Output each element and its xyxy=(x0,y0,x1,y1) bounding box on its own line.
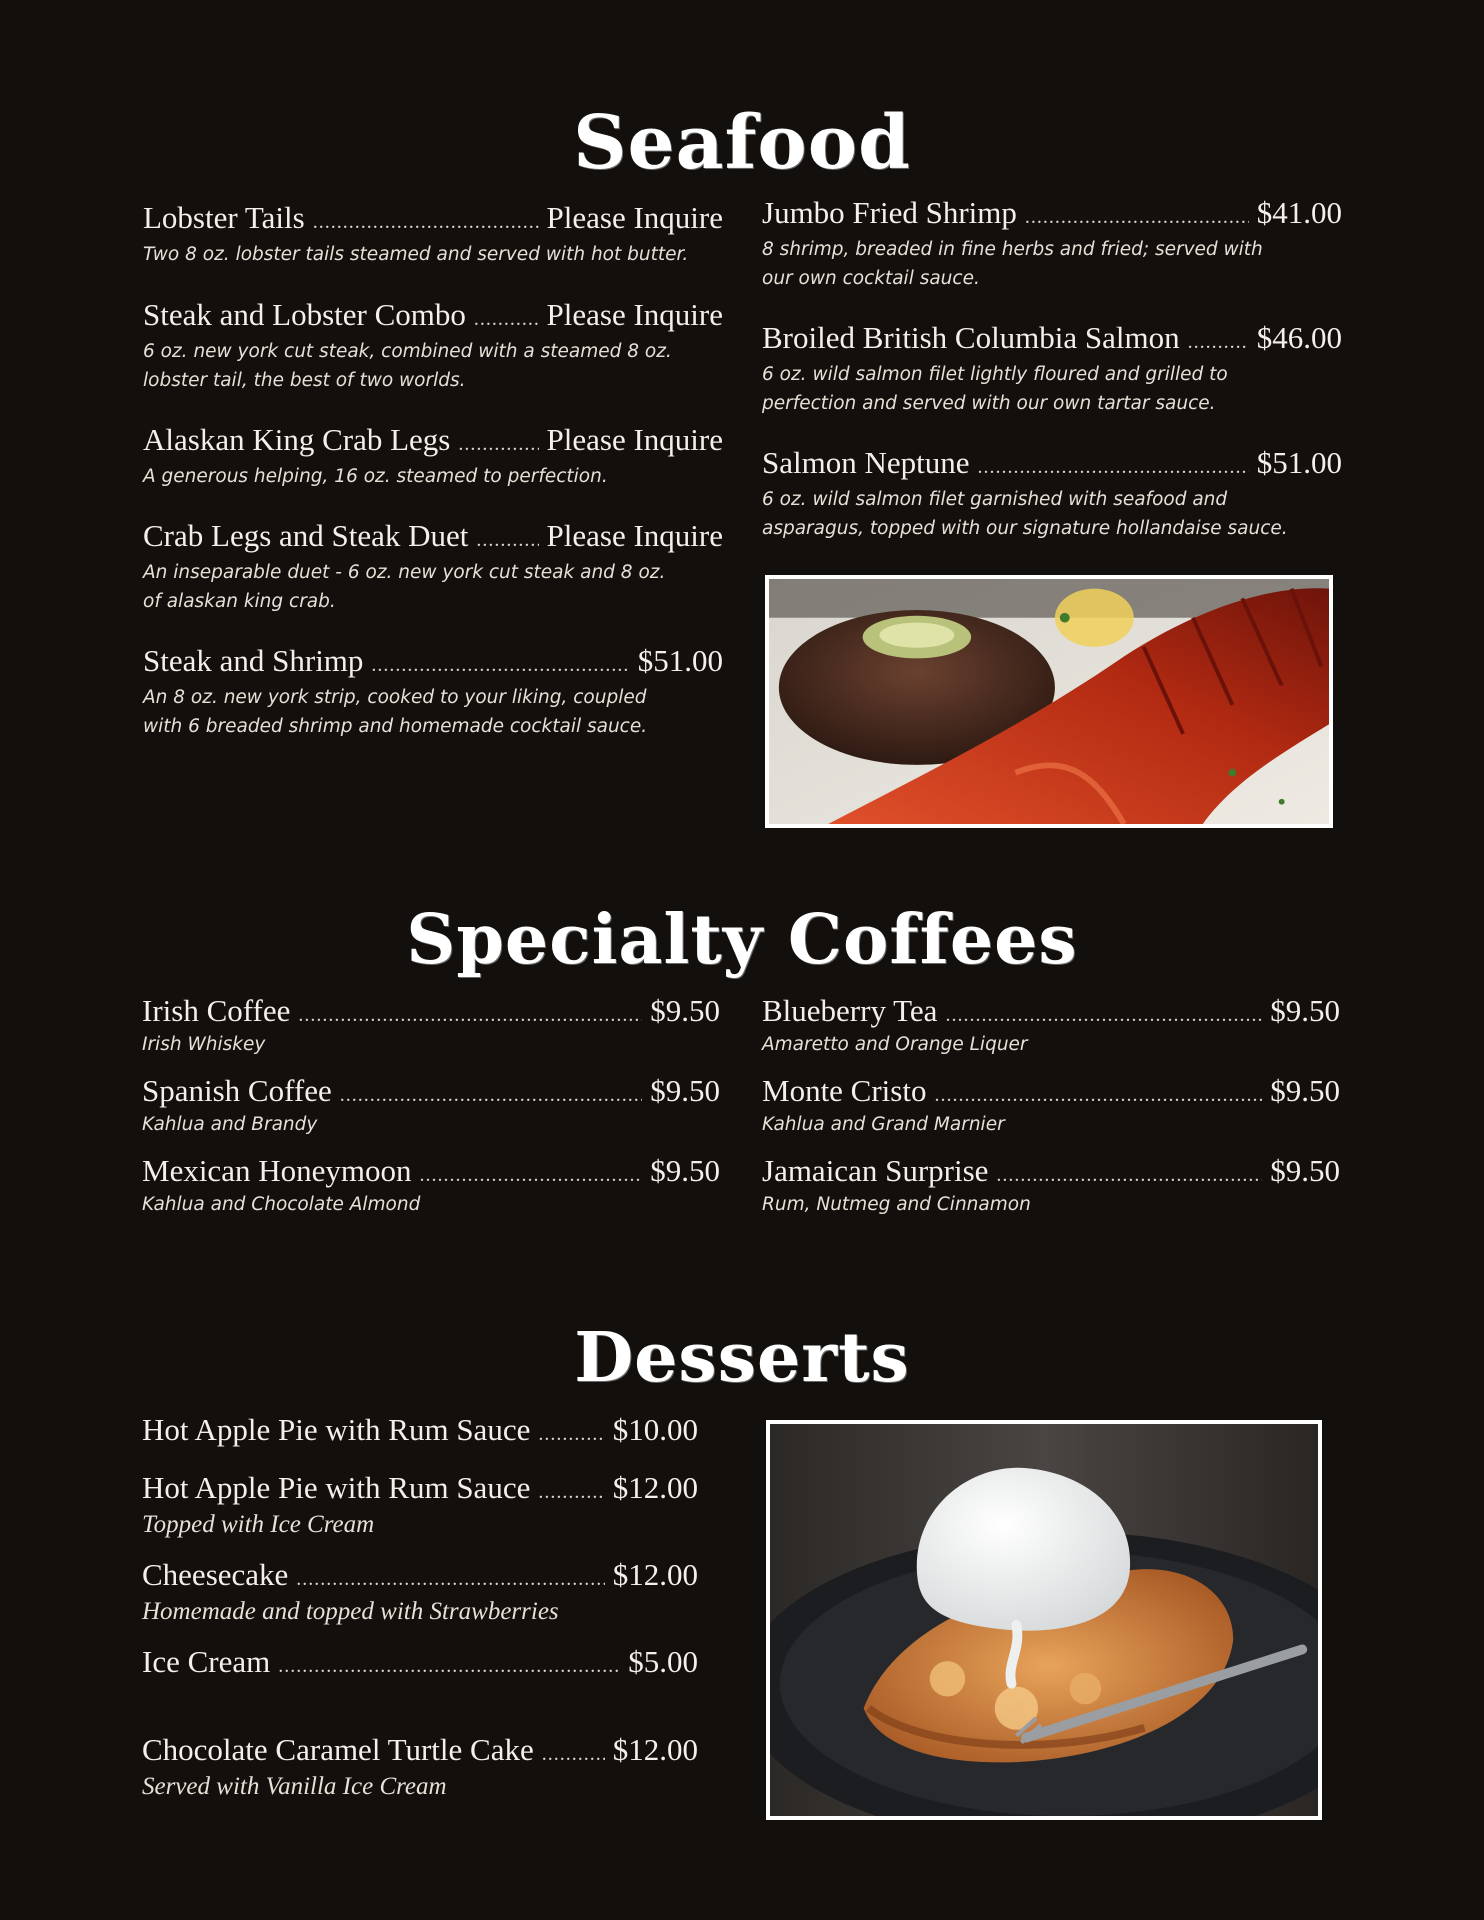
seafood-right-column xyxy=(762,195,1342,545)
menu-item xyxy=(762,320,1342,418)
leader-dots xyxy=(542,1736,605,1772)
item-description: Kahlua and Brandy xyxy=(142,1114,318,1135)
item-name: Crab Legs and Steak Duet xyxy=(143,518,469,553)
leader-dots xyxy=(934,1077,1262,1113)
menu-item xyxy=(142,1470,698,1540)
item-description: 6 oz. wild salmon filet garnished with seafood and xyxy=(762,489,1228,510)
item-price: $9.50 xyxy=(650,1073,720,1108)
item-description: A generous helping, 16 oz. steamed to perfection. xyxy=(143,466,608,487)
item-description: asparagus, topped with our signature hollandaise sauce. xyxy=(762,518,1288,539)
menu-item xyxy=(143,643,723,741)
steak-lobster-image xyxy=(769,579,1329,824)
item-name: Hot Apple Pie with Rum Sauce xyxy=(142,1470,531,1505)
leader-dots xyxy=(978,449,1249,485)
menu-item xyxy=(762,1073,1340,1137)
leader-dots xyxy=(476,522,538,558)
item-name: Chocolate Caramel Turtle Cake xyxy=(142,1732,534,1767)
item-description: 6 oz. wild salmon filet lightly floured and grilled to xyxy=(762,364,1228,385)
coffees-left-column xyxy=(142,993,720,1233)
item-price: Please Inquire xyxy=(546,297,723,332)
menu-item xyxy=(142,1153,720,1217)
apple-pie-photo xyxy=(766,1420,1322,1820)
leader-dots xyxy=(1025,199,1249,235)
item-price: $9.50 xyxy=(1270,1153,1340,1188)
menu-item xyxy=(142,1732,698,1802)
item-description: Rum, Nutmeg and Cinnamon xyxy=(762,1194,1031,1215)
apple-pie-image xyxy=(770,1424,1318,1816)
item-name: Monte Cristo xyxy=(762,1073,927,1108)
leader-dots xyxy=(296,1561,604,1597)
menu-item xyxy=(142,1412,698,1452)
item-price: $51.00 xyxy=(1256,445,1342,480)
item-price: Please Inquire xyxy=(546,200,723,235)
seafood-title: Seafood xyxy=(573,100,911,186)
item-price: $41.00 xyxy=(1256,195,1342,230)
item-name: Steak and Lobster Combo xyxy=(143,297,466,332)
item-description: Amaretto and Orange Liquer xyxy=(762,1034,1028,1055)
item-description: of alaskan king crab. xyxy=(143,591,336,612)
item-price: $9.50 xyxy=(650,993,720,1028)
coffees-title: Specialty Coffees xyxy=(406,900,1078,980)
item-price: $9.50 xyxy=(1270,993,1340,1028)
leader-dots xyxy=(996,1157,1262,1193)
menu-item xyxy=(142,1644,698,1684)
item-price: $12.00 xyxy=(612,1557,698,1592)
leader-dots xyxy=(1188,324,1249,360)
item-description: 8 shrimp, breaded in fine herbs and fried; served with xyxy=(762,239,1263,260)
coffees-right-column xyxy=(762,993,1340,1233)
item-name: Ice Cream xyxy=(142,1644,271,1679)
item-name: Jamaican Surprise xyxy=(762,1153,989,1188)
item-description: Kahlua and Chocolate Almond xyxy=(142,1194,421,1215)
menu-item xyxy=(143,518,723,616)
leader-dots xyxy=(474,301,539,337)
item-name: Jumbo Fried Shrimp xyxy=(762,195,1017,230)
item-description: Topped with Ice Cream xyxy=(142,1511,375,1538)
item-price: $9.50 xyxy=(650,1153,720,1188)
menu-item xyxy=(762,1153,1340,1217)
item-description: Two 8 oz. lobster tails steamed and served with hot butter. xyxy=(143,244,689,265)
leader-dots xyxy=(313,204,539,240)
item-description: An inseparable duet - 6 oz. new york cut steak and 8 oz. xyxy=(143,562,666,583)
item-description: 6 oz. new york cut steak, combined with a steamed 8 oz. xyxy=(143,341,672,362)
item-name: Broiled British Columbia Salmon xyxy=(762,320,1180,355)
item-name: Cheesecake xyxy=(142,1557,289,1592)
item-description: lobster tail, the best of two worlds. xyxy=(143,370,466,391)
item-price: $12.00 xyxy=(612,1732,698,1767)
item-name: Steak and Shrimp xyxy=(143,643,364,678)
menu-item xyxy=(142,1557,698,1627)
steak-and-lobster-photo xyxy=(765,575,1333,828)
item-name: Mexican Honeymoon xyxy=(142,1153,412,1188)
item-name: Hot Apple Pie with Rum Sauce xyxy=(142,1412,531,1447)
item-price: Please Inquire xyxy=(546,518,723,553)
item-name: Alaskan King Crab Legs xyxy=(143,422,451,457)
item-name: Salmon Neptune xyxy=(762,445,970,480)
leader-dots xyxy=(278,1648,620,1684)
item-name: Irish Coffee xyxy=(142,993,291,1028)
item-price: Please Inquire xyxy=(546,422,723,457)
item-description: perfection and served with our own tartar sauce. xyxy=(762,393,1216,414)
desserts-column xyxy=(142,1412,698,1812)
menu-item xyxy=(762,445,1342,543)
item-description: An 8 oz. new york strip, cooked to your liking, coupled xyxy=(143,687,647,708)
leader-dots xyxy=(538,1474,604,1510)
item-description: Irish Whiskey xyxy=(142,1034,266,1055)
item-description: Homemade and topped with Strawberries xyxy=(142,1598,559,1625)
menu-item xyxy=(762,993,1340,1057)
menu-item xyxy=(142,993,720,1057)
menu-item xyxy=(142,1073,720,1137)
item-price: $9.50 xyxy=(1270,1073,1340,1108)
seafood-left-column xyxy=(143,200,723,760)
item-description: Kahlua and Grand Marnier xyxy=(762,1114,1005,1135)
item-price: $12.00 xyxy=(612,1470,698,1505)
leader-dots xyxy=(419,1157,642,1193)
leader-dots xyxy=(945,997,1262,1033)
item-name: Lobster Tails xyxy=(143,200,305,235)
item-description: our own cocktail sauce. xyxy=(762,268,980,289)
item-description: Served with Vanilla Ice Cream xyxy=(142,1773,447,1800)
menu-item xyxy=(143,422,723,491)
item-name: Blueberry Tea xyxy=(762,993,938,1028)
leader-dots xyxy=(538,1416,604,1452)
item-price: $51.00 xyxy=(637,643,723,678)
item-name: Spanish Coffee xyxy=(142,1073,332,1108)
desserts-title: Desserts xyxy=(574,1318,910,1398)
leader-dots xyxy=(340,1077,643,1113)
leader-dots xyxy=(371,647,629,683)
item-price: $10.00 xyxy=(612,1412,698,1447)
menu-item xyxy=(143,200,723,269)
item-price: $5.00 xyxy=(628,1644,698,1679)
menu-item xyxy=(762,195,1342,293)
item-description: with 6 breaded shrimp and homemade cocktail sauce. xyxy=(143,716,648,737)
item-price: $46.00 xyxy=(1256,320,1342,355)
menu-item xyxy=(143,297,723,395)
leader-dots xyxy=(298,997,642,1033)
leader-dots xyxy=(458,426,538,462)
